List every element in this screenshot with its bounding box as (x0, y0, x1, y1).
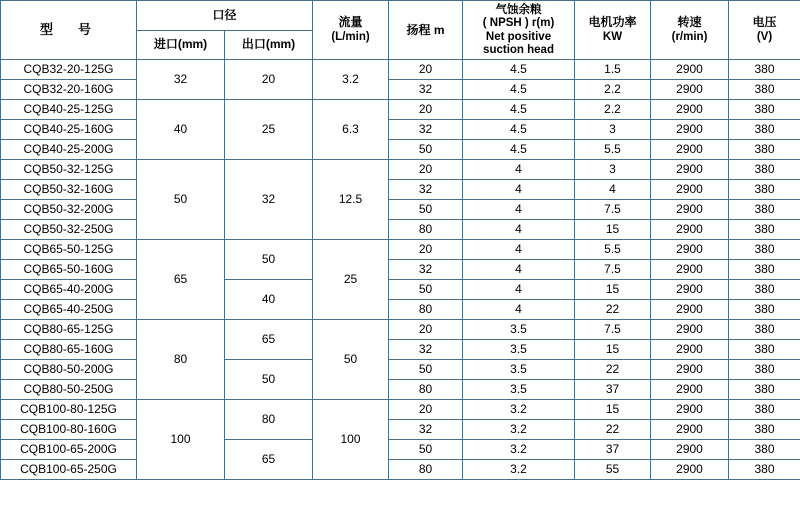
cell-head: 50 (389, 140, 463, 160)
cell-voltage: 380 (729, 260, 800, 280)
table-row (1, 240, 800, 260)
cell-power: 2.2 (575, 80, 651, 100)
header-voltage-label: 电压 (752, 15, 777, 30)
cell-npsh: 4 (463, 160, 575, 180)
table-row (1, 140, 800, 160)
table-row (1, 300, 800, 320)
table-row (1, 460, 800, 480)
cell-speed: 2900 (651, 80, 729, 100)
cell-npsh: 4 (463, 300, 575, 320)
cell-head: 32 (389, 180, 463, 200)
table-header (1, 1, 800, 60)
cell-head: 20 (389, 320, 463, 340)
cell-model: CQB80-50-200G (1, 360, 137, 380)
cell-power: 1.5 (575, 60, 651, 80)
header-speed-label: 转速 (677, 15, 702, 30)
header-bore-group (137, 1, 313, 31)
cell-power: 3 (575, 120, 651, 140)
cell-voltage: 380 (729, 240, 800, 260)
cell-model: CQB32-20-160G (1, 80, 137, 100)
header-bore-outlet-label: 出口(mm) (241, 37, 296, 52)
cell-npsh: 4 (463, 180, 575, 200)
cell-npsh: 3.5 (463, 320, 575, 340)
cell-model: CQB80-50-250G (1, 380, 137, 400)
header-bore-group-label: 口径 (212, 7, 237, 22)
cell-speed: 2900 (651, 160, 729, 180)
header-head (389, 1, 463, 60)
cell-flow: 25 (313, 240, 389, 320)
table-row (1, 220, 800, 240)
cell-speed: 2900 (651, 380, 729, 400)
cell-head: 32 (389, 340, 463, 360)
cell-voltage: 380 (729, 300, 800, 320)
cell-npsh: 4.5 (463, 120, 575, 140)
cell-power: 7.5 (575, 320, 651, 340)
table-row (1, 360, 800, 380)
cell-flow: 3.2 (313, 60, 389, 100)
cell-speed: 2900 (651, 240, 729, 260)
cell-speed: 2900 (651, 440, 729, 460)
cell-speed: 2900 (651, 420, 729, 440)
cell-voltage: 380 (729, 400, 800, 420)
cell-head: 20 (389, 400, 463, 420)
header-power-unit: KW (602, 31, 623, 44)
header-speed (651, 1, 729, 60)
cell-inlet: 65 (137, 240, 225, 320)
table-row (1, 260, 800, 280)
cell-head: 50 (389, 200, 463, 220)
cell-power: 15 (575, 280, 651, 300)
table-row (1, 160, 800, 180)
cell-head: 20 (389, 240, 463, 260)
cell-model: CQB50-32-160G (1, 180, 137, 200)
cell-inlet: 80 (137, 320, 225, 400)
cell-npsh: 3.2 (463, 400, 575, 420)
cell-speed: 2900 (651, 320, 729, 340)
cell-head: 32 (389, 420, 463, 440)
cell-head: 20 (389, 60, 463, 80)
table-row (1, 320, 800, 340)
cell-model: CQB100-65-200G (1, 440, 137, 460)
table-row (1, 120, 800, 140)
header-npsh-formula: ( NPSH ) r(m) (482, 17, 555, 30)
cell-power: 15 (575, 220, 651, 240)
cell-npsh: 3.2 (463, 420, 575, 440)
cell-power: 22 (575, 300, 651, 320)
cell-power: 15 (575, 340, 651, 360)
cell-head: 80 (389, 460, 463, 480)
table-row (1, 420, 800, 440)
cell-power: 2.2 (575, 100, 651, 120)
cell-outlet: 80 (225, 400, 313, 440)
cell-speed: 2900 (651, 460, 729, 480)
cell-voltage: 380 (729, 80, 800, 100)
cell-npsh: 3.2 (463, 460, 575, 480)
cell-model: CQB65-50-160G (1, 260, 137, 280)
cell-npsh: 4 (463, 240, 575, 260)
cell-speed: 2900 (651, 360, 729, 380)
cell-inlet: 50 (137, 160, 225, 240)
cell-inlet: 32 (137, 60, 225, 100)
cell-power: 7.5 (575, 200, 651, 220)
cell-voltage: 380 (729, 220, 800, 240)
cell-head: 32 (389, 260, 463, 280)
header-flow (313, 1, 389, 60)
cell-model: CQB100-80-125G (1, 400, 137, 420)
cell-outlet: 65 (225, 440, 313, 480)
header-speed-unit: (r/min) (671, 31, 708, 44)
cell-speed: 2900 (651, 180, 729, 200)
header-bore-outlet (225, 30, 313, 60)
cell-outlet: 50 (225, 240, 313, 280)
cell-flow: 100 (313, 400, 389, 480)
header-model-label: 型 号 (39, 21, 97, 37)
cell-flow: 12.5 (313, 160, 389, 240)
cell-voltage: 380 (729, 200, 800, 220)
cell-npsh: 4.5 (463, 140, 575, 160)
cell-power: 3 (575, 160, 651, 180)
cell-speed: 2900 (651, 300, 729, 320)
cell-npsh: 3.2 (463, 440, 575, 460)
header-flow-label: 流量 (338, 15, 363, 30)
cell-npsh: 4 (463, 200, 575, 220)
cell-head: 80 (389, 220, 463, 240)
header-voltage (729, 1, 800, 60)
cell-model: CQB50-32-200G (1, 200, 137, 220)
cell-voltage: 380 (729, 380, 800, 400)
header-model (1, 1, 137, 60)
cell-model: CQB65-40-250G (1, 300, 137, 320)
header-npsh-en-line1: Net positive (485, 30, 552, 43)
cell-voltage: 380 (729, 440, 800, 460)
header-flow-unit: (L/min) (331, 31, 370, 44)
cell-model: CQB65-50-125G (1, 240, 137, 260)
cell-npsh: 3.5 (463, 340, 575, 360)
cell-speed: 2900 (651, 340, 729, 360)
cell-voltage: 380 (729, 160, 800, 180)
cell-power: 5.5 (575, 240, 651, 260)
cell-head: 80 (389, 300, 463, 320)
cell-outlet: 20 (225, 60, 313, 100)
cell-head: 80 (389, 380, 463, 400)
cell-voltage: 380 (729, 320, 800, 340)
cell-model: CQB100-65-250G (1, 460, 137, 480)
cell-speed: 2900 (651, 280, 729, 300)
cell-voltage: 380 (729, 280, 800, 300)
cell-npsh: 3.5 (463, 360, 575, 380)
header-npsh (463, 1, 575, 60)
cell-head: 50 (389, 360, 463, 380)
header-power-label: 电机功率 (588, 15, 637, 30)
cell-outlet: 40 (225, 280, 313, 320)
cell-voltage: 380 (729, 100, 800, 120)
table-row (1, 340, 800, 360)
header-power (575, 1, 651, 60)
cell-npsh: 4.5 (463, 60, 575, 80)
header-bore-inlet-label: 进口(mm) (153, 37, 208, 52)
cell-voltage: 380 (729, 120, 800, 140)
cell-npsh: 4 (463, 280, 575, 300)
cell-head: 20 (389, 100, 463, 120)
cell-power: 22 (575, 420, 651, 440)
cell-voltage: 380 (729, 180, 800, 200)
cell-speed: 2900 (651, 260, 729, 280)
cell-flow: 50 (313, 320, 389, 400)
table-row (1, 100, 800, 120)
cell-power: 7.5 (575, 260, 651, 280)
cell-voltage: 380 (729, 340, 800, 360)
table-row (1, 60, 800, 80)
cell-npsh: 4.5 (463, 100, 575, 120)
cell-power: 4 (575, 180, 651, 200)
cell-power: 15 (575, 400, 651, 420)
cell-speed: 2900 (651, 100, 729, 120)
cell-outlet: 65 (225, 320, 313, 360)
table-row (1, 380, 800, 400)
cell-speed: 2900 (651, 400, 729, 420)
cell-speed: 2900 (651, 140, 729, 160)
header-head-label: 扬程 m (406, 22, 445, 37)
cell-model: CQB40-25-160G (1, 120, 137, 140)
cell-outlet: 50 (225, 360, 313, 400)
cell-power: 22 (575, 360, 651, 380)
cell-head: 32 (389, 80, 463, 100)
cell-model: CQB50-32-125G (1, 160, 137, 180)
cell-inlet: 40 (137, 100, 225, 160)
table-row (1, 280, 800, 300)
cell-speed: 2900 (651, 200, 729, 220)
cell-npsh: 3.5 (463, 380, 575, 400)
cell-inlet: 100 (137, 400, 225, 480)
cell-model: CQB80-65-125G (1, 320, 137, 340)
table-row (1, 180, 800, 200)
table-body (1, 60, 800, 480)
cell-model: CQB32-20-125G (1, 60, 137, 80)
cell-speed: 2900 (651, 120, 729, 140)
cell-power: 37 (575, 440, 651, 460)
table-row (1, 440, 800, 460)
cell-npsh: 4 (463, 220, 575, 240)
cell-voltage: 380 (729, 60, 800, 80)
cell-voltage: 380 (729, 420, 800, 440)
cell-model: CQB80-65-160G (1, 340, 137, 360)
cell-flow: 6.3 (313, 100, 389, 160)
cell-outlet: 32 (225, 160, 313, 240)
cell-model: CQB100-80-160G (1, 420, 137, 440)
cell-outlet: 25 (225, 100, 313, 160)
cell-head: 50 (389, 280, 463, 300)
cell-power: 5.5 (575, 140, 651, 160)
cell-speed: 2900 (651, 60, 729, 80)
header-npsh-cn: 气蚀余粮 (495, 4, 542, 16)
table-row (1, 400, 800, 420)
cell-head: 20 (389, 160, 463, 180)
cell-model: CQB50-32-250G (1, 220, 137, 240)
cell-voltage: 380 (729, 460, 800, 480)
header-voltage-unit: (V) (756, 31, 773, 44)
header-npsh-en-line2: suction head (483, 43, 554, 56)
cell-model: CQB40-25-200G (1, 140, 137, 160)
cell-head: 50 (389, 440, 463, 460)
header-bore-inlet (137, 30, 225, 60)
cell-power: 55 (575, 460, 651, 480)
cell-head: 32 (389, 120, 463, 140)
header-row-1 (1, 1, 800, 31)
cell-npsh: 4.5 (463, 80, 575, 100)
cell-model: CQB40-25-125G (1, 100, 137, 120)
table-row (1, 80, 800, 100)
cell-voltage: 380 (729, 140, 800, 160)
cell-model: CQB65-40-200G (1, 280, 137, 300)
table-row (1, 200, 800, 220)
cell-npsh: 4 (463, 260, 575, 280)
cell-power: 37 (575, 380, 651, 400)
cell-voltage: 380 (729, 360, 800, 380)
cell-speed: 2900 (651, 220, 729, 240)
